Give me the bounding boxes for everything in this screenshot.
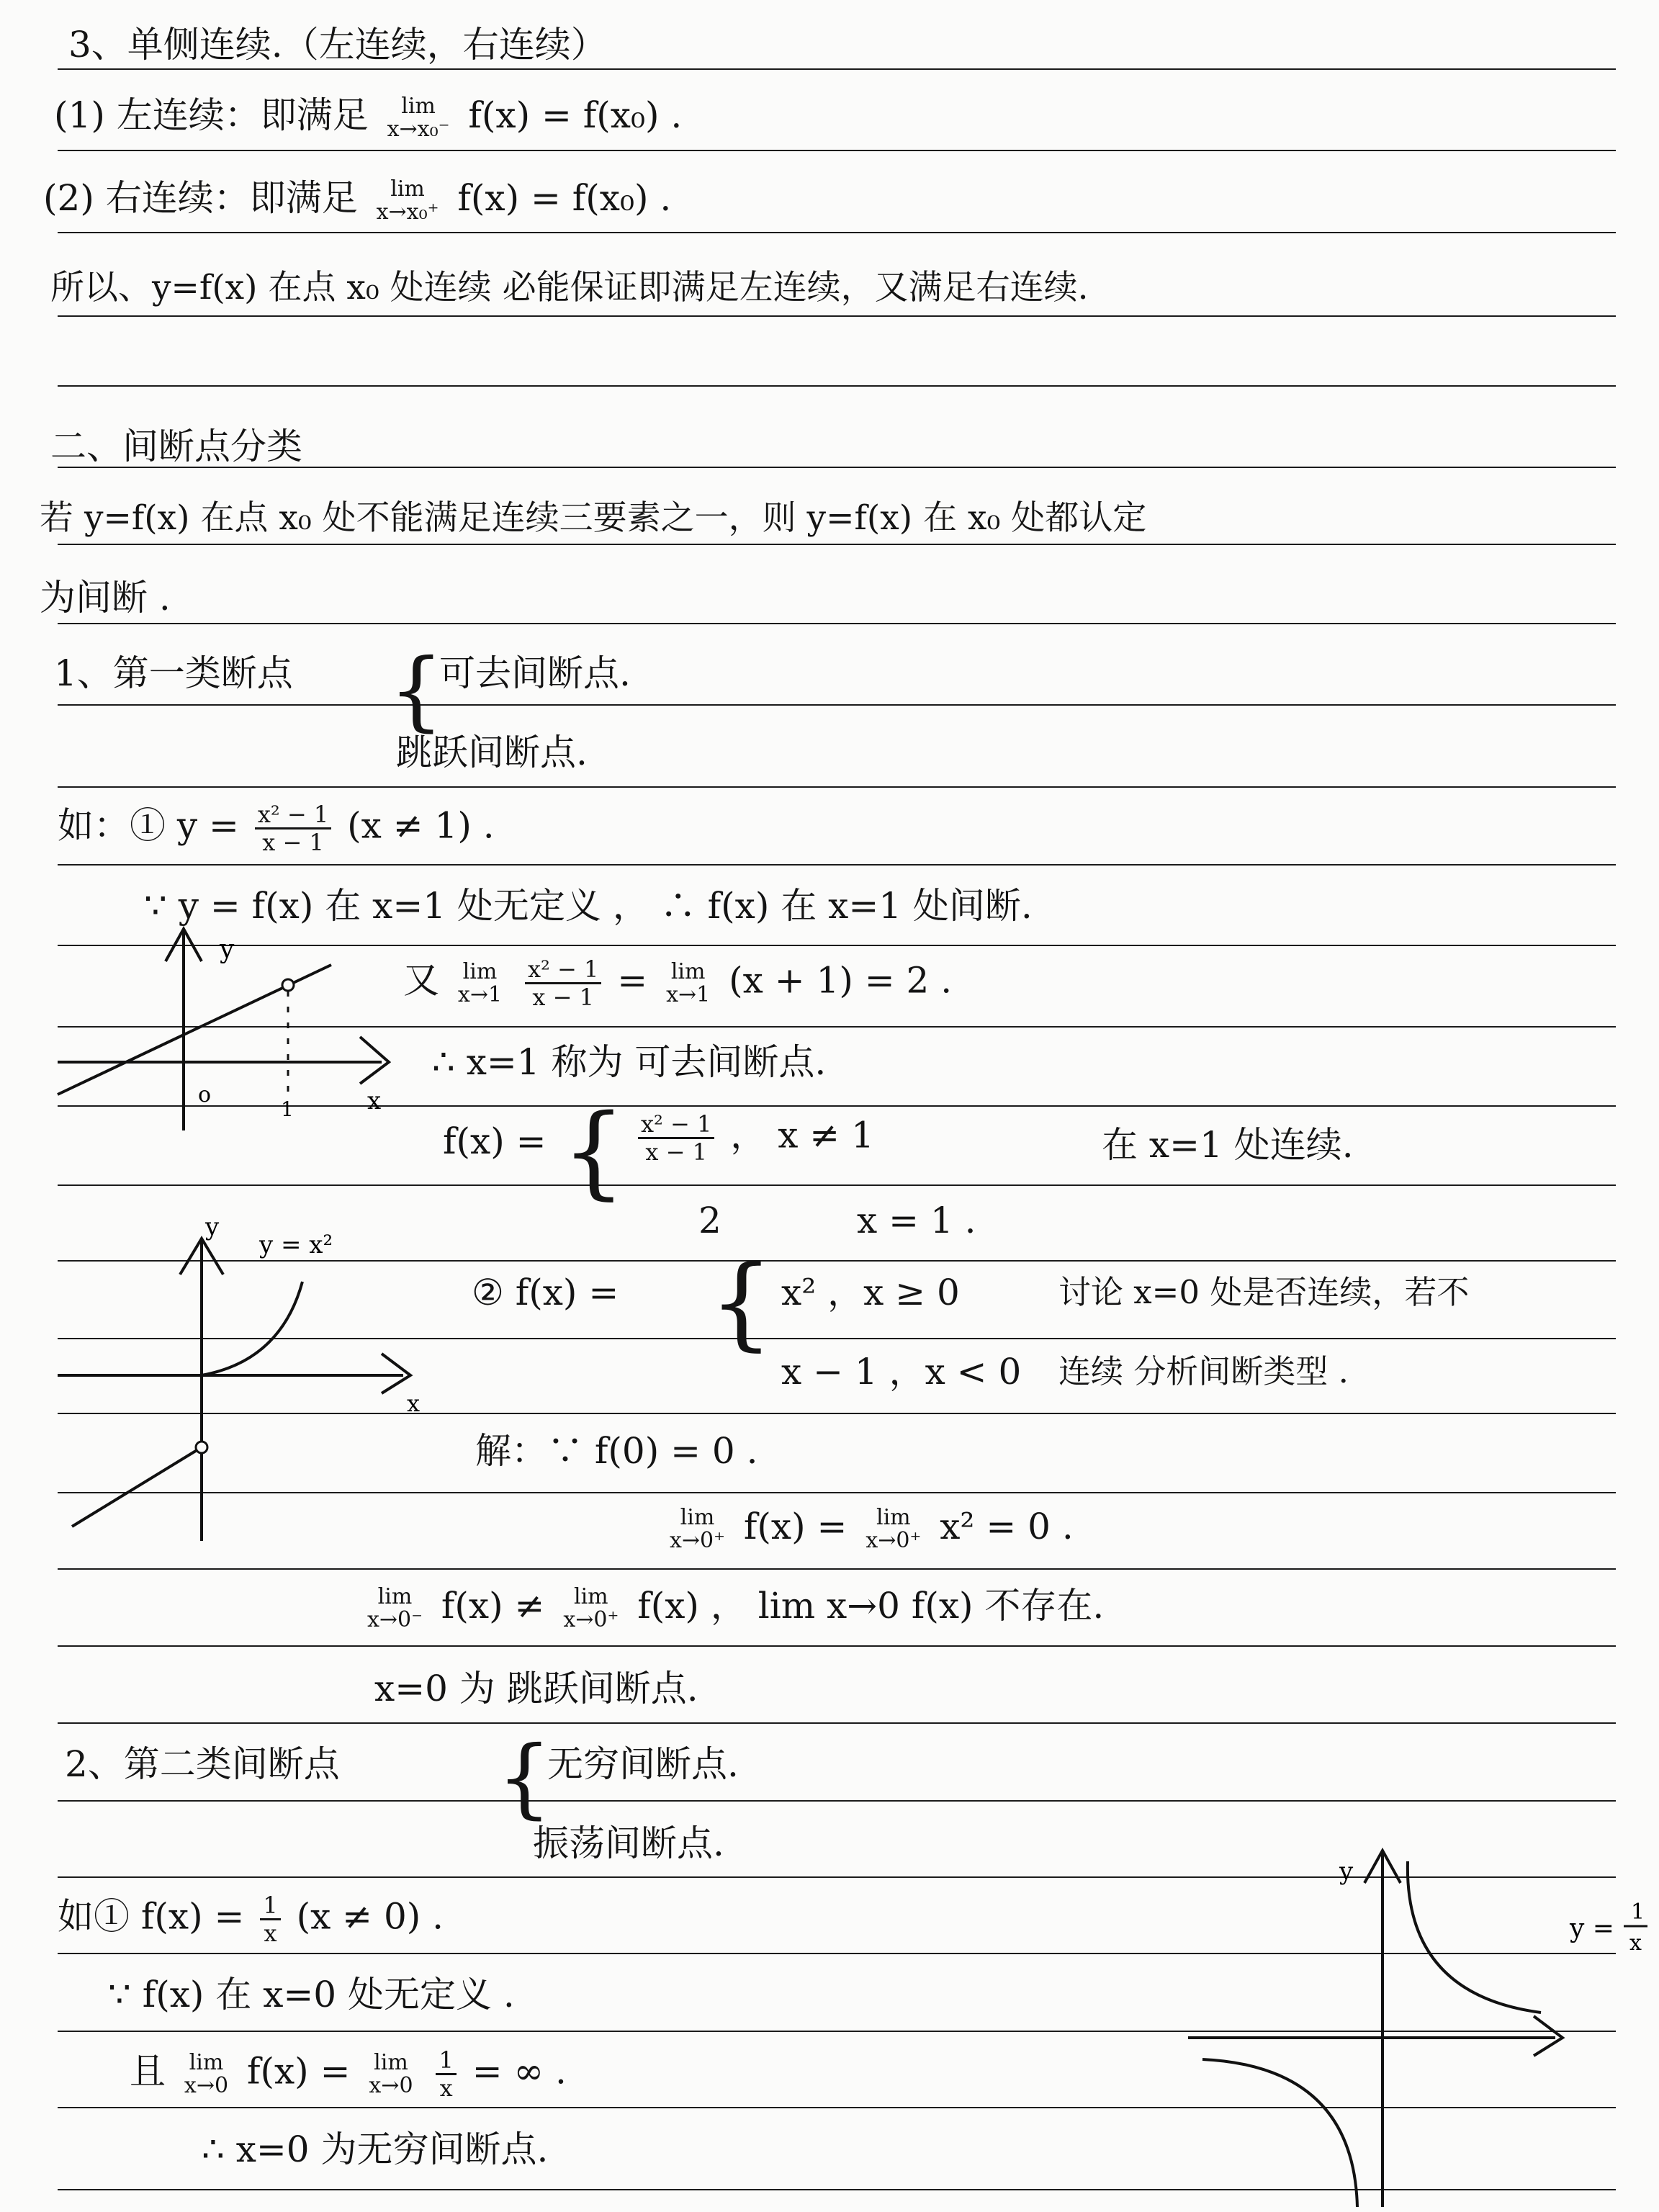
example-one-domain: (x ≠ 1) . [347,804,495,847]
type-one-label: 1、第一类断点 [54,652,293,694]
example-one-piecewise [443,1120,547,1163]
continuity-conclusion: 所以、y=f(x) 在点 x₀ 处连续 必能保证即满足左连续，又满足右连续. [50,268,1089,307]
example-three-undefined: ∵ f(x) 在 x=0 处无定义 . [108,1974,515,2015]
right-continuity-label: (2) 右连续：即满足 [43,177,358,219]
graph3-curve-denominator: x [1629,1930,1642,1956]
type-one-brace: { [389,641,444,741]
piecewise-case-1-condition: ， x ≠ 1 [730,1114,874,1156]
ruled-line [58,385,1616,387]
left-continuity-line [54,94,682,140]
example-three-fraction: $\frac{1}{x}$ [260,1894,280,1945]
limit-x-to-0-plus-b: lim x→0⁺ [866,1505,922,1553]
graph3-y-label: y [1339,1857,1354,1886]
section-title-one-sided: 3、单侧连续.（左连续，右连续） [68,24,607,66]
removable-discontinuity: 可去间断点. [439,652,631,694]
example-two-brace: { [709,1244,774,1362]
graph3-curve-label: y = [1570,1914,1614,1943]
example-three-function [58,1894,444,1945]
example-three-limit-function: f(x) = [246,2050,351,2092]
limit-x-to-0-b: lim x→0 [369,2049,413,2098]
equals-sign: = [617,959,648,1002]
graph1-y-label: y [220,935,235,964]
x-axis-arrow [360,1037,389,1084]
right-limit-function: f(x) = [743,1506,848,1547]
ruled-line [58,1184,1616,1186]
limit-x-to-0: lim x→0 [184,2049,229,2098]
limit-x-to-0-plus: lim x→0⁺ [670,1505,725,1553]
example-two-case-1: x² ，x ≥ 0 [781,1272,960,1313]
piecewise-case-2-condition: x = 1 . [857,1200,976,1241]
graph1-tick-label: 1 [281,1097,294,1121]
limit-right: lim x→x₀⁺ [376,176,439,225]
right-continuity-line [43,176,671,223]
ruled-line [58,1722,1616,1724]
limit-left: lim x→x₀⁻ [387,94,450,142]
example-one-limit-fraction: $\frac{\text{x² − 1}}{x - 1}$ [525,958,601,1009]
graph2-y-label: y [205,1217,220,1241]
ruled-line [58,232,1616,233]
example-three-limit [130,2046,567,2102]
example-two-conclusion: x=0 为 跳跃间断点. [374,1668,698,1709]
example-one-prefix: 如：① y = [58,804,239,847]
example-one-conclusion: ∴ x=1 称为 可去间断点. [432,1041,827,1083]
example-one-limit [403,958,952,1009]
left-continuity-label: (1) 左连续：即满足 [54,94,369,136]
ruled-line [58,1800,1616,1802]
piecewise-case-1-fraction: $\frac{\text{x² − 1}}{x - 1}$ [638,1112,714,1164]
ruled-line [58,150,1616,151]
type-two-brace: { [497,1728,552,1828]
hyperbola-right-branch [1408,1861,1541,2013]
example-two-case-2-note: 连续 分析间断类型 . [1058,1352,1349,1390]
example-one-limit-value: (x + 1) = 2 . [729,959,953,1002]
ruled-line [58,864,1616,866]
piecewise-case-2-value: 2 [698,1200,721,1241]
example-one-undefined: ∵ y = f(x) 在 x=1 处无定义 ， ∴ f(x) 在 x=1 处间断. [144,885,1033,927]
right-limit-value: x² = 0 . [940,1506,1074,1547]
type-two-heading: 2、第二类间断点 [65,1743,340,1785]
open-point [196,1442,207,1453]
graph-hyperbola [1166,1829,1656,2211]
ruled-line [58,315,1616,317]
discontinuity-definition-1: 若 y=f(x) 在点 x₀ 处不能满足连续三要素之一，则 y=f(x) 在 x₀ 处都认定 [40,498,1147,538]
discontinuity-definition-2: 为间断 . [40,577,171,619]
graph3-curve-numerator: 1 [1631,1899,1645,1925]
compare-right-side: f(x) ， [637,1585,747,1627]
oscillating-discontinuity: 振荡间断点. [533,1822,724,1864]
example-two-solution: 解：∵ f(0) = 0 . [475,1430,758,1472]
graph1-x-label: x [367,1087,382,1115]
ruled-line [58,1568,1616,1570]
graph1-origin-label: o [198,1082,212,1107]
example-two-case-1-note: 讨论 x=0 处是否连续，若不 [1058,1273,1470,1311]
piecewise-case-1 [634,1112,874,1164]
example-two-right-limit [662,1505,1074,1552]
example-one-fraction: $\frac{\text{x² − 1}}{x - 1}$ [255,803,331,854]
example-three-domain: (x ≠ 0) . [296,1895,444,1938]
example-three-limit-prefix: 且 [130,2050,166,2092]
x-axis-arrow [1534,2016,1563,2056]
limit-does-not-exist: lim x→0 f(x) 不存在. [757,1585,1105,1627]
section-title-discontinuity: 二、间断点分类 [50,426,302,467]
piecewise-case-1-note: 在 x=1 处连续. [1102,1124,1354,1166]
graph2-x-label: x [407,1390,421,1417]
infinite-discontinuity: 无穷间断点. [547,1743,739,1785]
ruled-line [58,1645,1616,1647]
piecewise-prefix: f(x) = [443,1120,547,1162]
example-two-case-2: x − 1 ，x < 0 [781,1351,1022,1393]
example-one-limit-prefix: 又 [403,959,439,1002]
hyperbola-left-branch [1202,2059,1357,2207]
example-two-function [472,1271,619,1314]
limit-x-to-1: lim x→1 [457,958,503,1007]
jump-discontinuity: 跳跃间断点. [396,732,588,773]
left-limit-function: f(x) ≠ [441,1585,545,1627]
x-axis-arrow [382,1354,410,1393]
ruled-line [58,704,1616,706]
graph2-curve-label: y = x² [259,1231,333,1259]
ruled-line [58,544,1616,545]
example-two-prefix: ② f(x) = [472,1272,619,1313]
limit-x-to-0-minus: lim x→0⁻ [367,1584,423,1632]
example-one-function [58,803,495,854]
example-two-limit-compare [360,1584,1104,1631]
ruled-line [58,786,1616,788]
example-three-prefix: 如① f(x) = [58,1895,245,1938]
ruled-line [58,68,1616,70]
graph-removable-discontinuity [43,922,403,1138]
example-three-limit-value: = ∞ . [472,2050,567,2092]
limit-x-to-1-b: lim x→1 [666,958,711,1007]
right-continuity-formula: f(x) = f(x₀) . [457,177,672,219]
example-three-limit-fraction: $\frac{1}{x}$ [436,2049,456,2100]
piecewise-brace: { [562,1093,626,1210]
ruled-line [58,623,1616,624]
left-continuity-formula: f(x) = f(x₀) . [468,94,683,136]
type-one-heading [54,652,293,695]
parabola-curve [202,1282,302,1375]
graph-parabola [43,1217,446,1548]
hole-point [282,979,294,991]
limit-x-to-0-plus-c: lim x→0⁺ [563,1584,619,1632]
line-segment [72,1447,202,1527]
example-three-conclusion: ∴ x=0 为无穷间断点. [202,2128,549,2170]
